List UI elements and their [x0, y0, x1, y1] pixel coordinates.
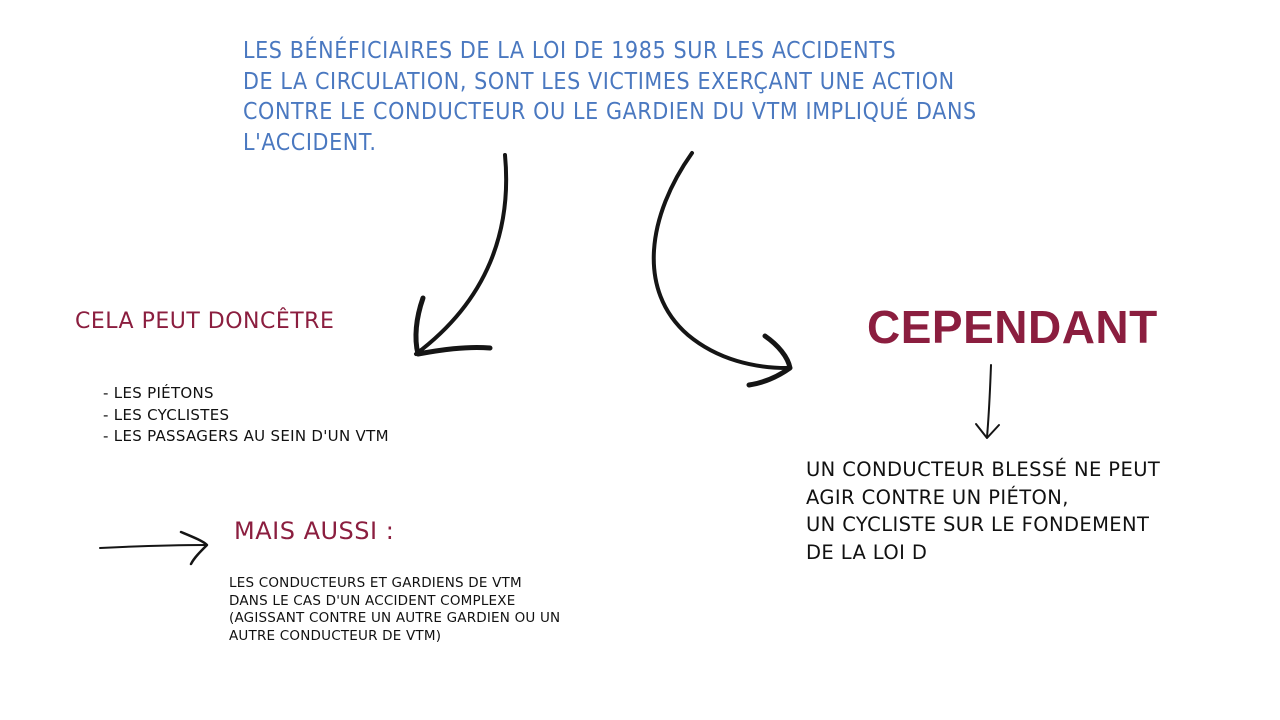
cependant-text: UN CONDUCTEUR BLESSÉ NE PEUT AGIR CONTRE UN PIÉTON, UN CYCLISTE SUR LE FONDEMENT DE LA LOI D: [806, 458, 1161, 564]
mais-aussi-note: LES CONDUCTEURS ET GARDIENS DE VTM DANS LE CAS D'UN ACCIDENT COMPLEXE (AGISSANT CONTRE UN AUTRE GARDIEN OU UN AUTRE CONDUCTEUR DE VTM): [229, 575, 561, 644]
list-item: - LES PIÉTONS: [103, 383, 389, 405]
intro-text: LES BÉNÉFICIAIRES DE LA LOI DE 1985 SUR LES ACCIDENTS DE LA CIRCULATION, SONT LES VICTIMES EXERÇANT UNE ACTION CONTRE LE CONDUCTEUR OU LE GARDIEN DU VTM IMPLIQUÉ DANS L'ACCIDENT.: [243, 38, 977, 156]
list-item: - LES CYCLISTES: [103, 405, 389, 427]
cependant-heading: CEPENDANT: [867, 301, 1158, 353]
left-heading: CELA PEUT DONCÊTRE: [75, 309, 335, 334]
list-item: - LES PASSAGERS AU SEIN D'UN VTM: [103, 426, 389, 448]
arrow-left-shaft-icon: [416, 155, 506, 354]
arrow-mais-head-icon: [181, 532, 207, 564]
mais-aussi-heading: MAIS AUSSI :: [234, 517, 395, 545]
arrow-down-shaft-icon: [987, 365, 991, 437]
arrow-mais-shaft-icon: [100, 545, 206, 548]
arrow-right-head-icon: [749, 336, 790, 385]
beneficiaries-list: [103, 383, 389, 448]
